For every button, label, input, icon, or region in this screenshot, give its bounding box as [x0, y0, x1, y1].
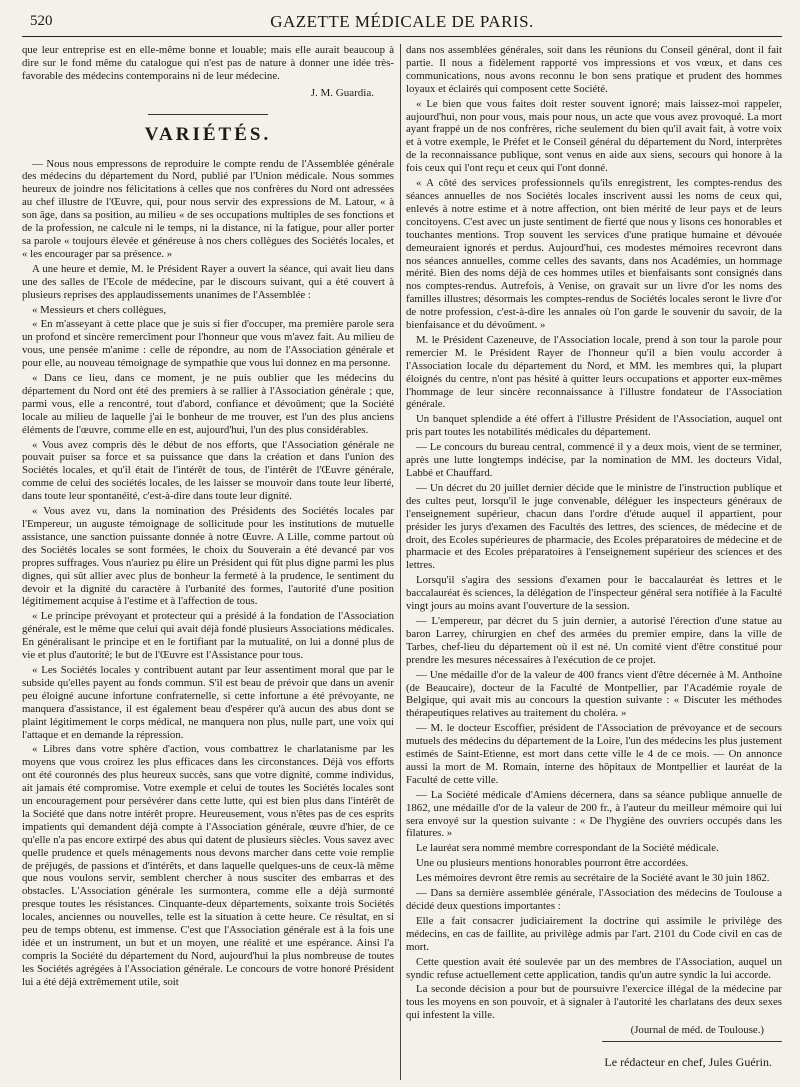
paragraph: A une heure et demie, M. le Président Rayer a ouvert la séance, qui avait lieu dans une des salles de l'Ecole de médecine, par le discours suivant, qui a été couvert à plusieurs reprises des applaudissements unanimes de l'Assemblée :: [22, 262, 394, 301]
paragraph: Une ou plusieurs mentions honorables pourront être accordées.: [416, 857, 689, 870]
paragraph: Elle a fait consacrer judiciairement la doctrine qui assimile le privilège des médecins, en cas de faillite, au privilège admis par l'art. 2101 du Code civil en cas de mort.: [406, 914, 782, 953]
news-item: — Une médaille d'or de la valeur de 400 francs vient d'être décernée à M. Anthoine (de Beaucaire), docteur de la Faculté de Montpellier, par l'Académie royale de Belgique, qui avait mis au concours la question suivante : « Discuter les méthodes thérapeutiques relatives au traitement du choléra. »: [406, 668, 782, 720]
speech-paragraph: « Les Sociétés locales y contribuent autant par leur assentiment moral que par le subside qu'elles payent au fonds commun. S'il est beau de prévoir que dans un avenir peu éloigné aucune infortune confraternelle, si cette infortune a été prévoyante, ne manquera d'assistance, il est également beau d'espérer qu'à aucun des abus dont se plaint légitimement le corps médical, ne manquera non plus, nulle part, une voix qui l'attaque et en demande la répression.: [22, 663, 394, 741]
speech-paragraph: « Dans ce lieu, dans ce moment, je ne puis oublier que les médecins du département du Nord ont été des premiers à se rallier à l'Association générale ; que, parmi vous, elle a rencontré, tout d'abord, confiance et dévoûment; que la Société locale au milieu de laquelle j'ai le bonheur de me trouver, est l'un des plus anciens éléments de l'œuvre, comme elle en est, aujourd'hui, l'un des plus considérables.: [22, 372, 394, 436]
column-divider: [400, 44, 401, 1080]
speech-salutation: « Messieurs et chers collègues,: [32, 303, 167, 316]
source-citation: (Journal de méd. de Toulouse.): [630, 1024, 764, 1037]
paragraph: Le lauréat sera nommé membre correspondant de la Société médicale.: [416, 842, 719, 855]
paragraph: Lorsqu'il s'agira des sessions d'examen pour le baccalauréat ès lettres et le baccalauréat ès sciences, la délégation de l'inspecteur général sera notifiée à la Faculté vingt jours au moins avant l'ouverture de la session.: [406, 574, 782, 613]
news-item: — Dans sa dernière assemblée générale, l'Association des médecins de Toulouse a décidé deux questions importantes :: [406, 887, 782, 912]
journal-title: GAZETTE MÉDICALE DE PARIS.: [270, 12, 534, 31]
article-columns: [22, 44, 782, 1080]
speech-paragraph: « Libres dans votre sphère d'action, vous combattrez le charlatanisme par les moyens que vous croirez les plus efficaces dans les circonstances. Déjà vos efforts ont été couronnés des plus heureux succès, sans que votre dignité, comme individus, ait jamais été compromise. Votre exemple et celui de toutes les Sociétés locales sont un encouragement pour persévérer dans cette lutte, qui est bien plus dans l'intérêt de la Société que dans notre intérêt propre. Heureusement, vous n'êtes pas de ces esprits impatients qui demandent déjà compte à l'Association générale, œuvre d'hier, de ce qu'elle n'a pas encore extirpé des abus qui datent de plusieurs siècles. Vous savez avec quelle prudence et quels ménagements nous devons marcher dans cette voie remplie de préjugés, de passions et d'intérêts, et dans laquelle quelques-uns de ceux-là même que nous voulons servir, semblent chercher à nous susciter des embarras et des obstacles. L'Association générale les surmontera, comme elle a déjà surmonté presque toutes les résistances. Cinquante-deux départements, soixante trois Sociétés locales, anciennes ou nouvelles, telle est la situation à cette heure. Ce résultat, en si peu de temps obtenu, est immense. C'est que l'Association générale est à la fois une idée et un instrument, un but et un moyen, une réalité et une espérance. Ainsi l'a compris la Société du département du Nord, aujourd'hui la plus nombreuse de toutes les Sociétés agrégées à l'Association générale. Le concours de votre honoré Président lui a été déjà extrêmement utile, soit: [22, 743, 394, 988]
speech-paragraph: « Vous avez compris dès le début de nos efforts, que l'Association générale ne pouvait puiser sa force et sa puissance que dans la création et dans l'union des Sociétés locales, et qu'il était de l'intérêt de tous, de l'intérêt de l'Œuvre générale, comme de celui des sociétés locales, de les laisser se mouvoir dans toute leur liberté, dans toute leur spontanéité, c'est-à-dire dans toute leur dignité.: [22, 438, 394, 503]
page-number: 520: [30, 13, 53, 29]
editor-signature: Le rédacteur en chef, Jules Guérin.: [604, 1055, 772, 1070]
news-item: — La Société médicale d'Amiens décernera, dans sa séance publique annuelle de 1862, une médaille d'or de la valeur de 200 fr., à l'auteur du meilleur mémoire qui lui sera envoyé sur la question suivante : « De l'hygiène des ouvriers occupés dans les filatures. »: [406, 788, 782, 840]
paragraph: Les mémoires devront être remis au secrétaire de la Société avant le 30 juin 1862.: [416, 872, 770, 885]
closing-rule: [602, 1041, 782, 1042]
page-header: [22, 10, 782, 37]
speech-paragraph: « En m'asseyant à cette place que je suis si fier d'occuper, ma première parole sera un profond et sincère remercîment pour l'honneur que vous m'avez fait. Au milieu de vous, une pensée m'anime : celle de répondre, au nom de l'Association générale et pour elle, au nouveau témoignage de sympathie que vous lui donnez en ma personne.: [22, 318, 394, 370]
paragraph: — Nous nous empressons de reproduire le compte rendu de l'Assemblée générale des médecins du département du Nord, publié par l'Union médicale. Nous sommes heureux de joindre nos félicitations à celles que nos confrères du Nord ont adressées au chef illustre de l'Œuvre, qui, pour nous servir des expressions de M. Latour, « à son âge, dans sa position, au milieu « de ses occupations multiples de ses fonctions et de la profession, ne calcule ni le temps, ni la distance, ni la fatigue, pour aller porter sa parole « toujours élevée et généreuse à nos chers collègues des Sociétés locales, et « les encourager par sa présence. »: [22, 157, 394, 260]
news-item: — Le concours du bureau central, commencé il y a deux mois, vient de se terminer, après une lutte longtemps indécise, par la nomination de MM. les docteurs Vidal, Labbé et Chauffard.: [406, 441, 782, 479]
paragraph: M. le Président Cazeneuve, de l'Association locale, prend à son tour la parole pour remercier M. le Président Rayer de l'honneur qu'il a bien voulu accorder à l'Association locale du département du Nord, et MM. les membres qui, la plupart éloignés du centre, n'ont pas hésité à quitter leurs occupations et apporter eux-mêmes l'hommage de leur sincère reconnaissance à l'illustre fondateur de l'Association générale.: [406, 333, 782, 411]
speech-paragraph: « Vous avez vu, dans la nomination des Présidents des Sociétés locales par l'Empereur, un auguste témoignage de sollicitude pour les institutions de mutuelle assistance, une sanction puissante donnée à notre Œuvre. A Lille, comme partout où des Sociétés locales se sont formées, le choix du Souverain a été devancé par vos propres suffrages. Vous n'auriez pu élire un Président qui fût plus digne parmi les plus dignes, qui sût allier avec plus de bonheur la fermeté à la prudence, le sentiment du devoir et la dignité du caractère à l'urbanité des formes, l'autorité d'une position légitimement acquise à l'estime et à l'affection de tous.: [22, 505, 394, 608]
news-item: — Un décret du 20 juillet dernier décide que le ministre de l'instruction publique et des cultes peut, lorsqu'il le juge convenable, déléguer les inspecteurs généraux de l'enseignement supérieur, chacun dans l'ordre d'étude auquel il appartient, pour présider les jurys d'examen des Facultés des lettres, des sciences, de médecine et de droit, des Ecoles supérieures de pharmacie, des Ecoles préparatoires de médecine et de pharmacie et des Ecoles préparatoires à l'enseignement supérieur des sciences et des lettres.: [406, 481, 782, 572]
newspaper-page: [22, 10, 782, 1080]
news-item: — L'empereur, par décret du 5 juin dernier, a autorisé l'érection d'une statue au baron Larrey, chirurgien en chef des armées du premier empire, dans la ville de Tarbes, chef-lieu du département où il est né. Un comité vient d'être constitué pour prendre les mesures nécessaires à l'exécution de ce projet.: [406, 614, 782, 666]
paragraph: Cette question avait été soulevée par un des membres de l'Association, auquel un syndic refuse actuellement cette application, tandis qu'un autre syndic la lui accorde.: [406, 955, 782, 981]
paragraph: dans nos assemblées générales, soit dans les réunions du Conseil général, dont il fait partie. Il nous a fidèlement rapporté vos impressions et vos vœux, et dans ces communications, nous avons reconnu le bon sens pratique et prudent des hommes loyaux et éclairés qui composent cette Société.: [406, 44, 782, 95]
author-signature: J. M. Guardia.: [310, 86, 374, 99]
paragraph: La seconde décision a pour but de poursuivre l'exercice illégal de la médecine par tous les moyens en son pouvoir, et à signaler à l'autorité les charlatans des deux sexes qui infestent la ville.: [406, 983, 782, 1022]
left-column: [22, 44, 394, 1080]
paragraph: « A côté des services professionnels qu'ils enregistrent, les comptes-rendus des séances annuelles de nos Sociétés locales inscrivent aussi les noms de ceux qui, enlevés à notre estime et à notre affection, ont bien mérité de leur pays et de leurs concitoyens. C'est avec un juste sentiment de fierté que nous y lisons ces honorables et touchantes mentions. Trop souvent les services d'une pratique humaine et dévouée demeuraient ignorés et perdus. Aujourd'hui, ces modestes mémoires recevront dans nos séances annuelles, comme celles des savants, dans nos Académies, un hommage mérité. Bien des noms déjà de ces hommes utiles et bienfaisants sont consignés dans nos comptes-rendus. Autrefois, à Venise, on gravait sur un livre d'or les noms des familles illustres; désormais les comptes-rendus de Sociétés locales seront le livre d'or de notre profession, c'est-à-dire les annales où l'on garde le souvenir du savoir, de la bienfaisance et du dévoûment. »: [406, 177, 782, 332]
news-item: — M. le docteur Escoffier, président de l'Association de prévoyance et de secours mutuels des médecins du département de la Loire, l'un des médecins les plus justement estimés de Saint-Etienne, est mort dans cette ville le 4 de ce mois. — On annonce aussi la mort de M. Romain, interne des hôpitaux de Montpellier et lauréat de la Faculté de cette ville.: [406, 722, 782, 786]
closing-paragraph: que leur entreprise est en elle-même bonne et louable; mais elle aurait beaucoup à dire sur le fond même du catalogue qui n'est pas de nature à donner une idée très-favorable des médecins contemporains ni de leur médecine.: [22, 44, 394, 82]
right-column: [406, 44, 782, 1080]
paragraph: Un banquet splendide a été offert à l'illustre Président de l'Association, auquel ont pris part toutes les notabilités médicales du département.: [406, 413, 782, 439]
section-title: VARIÉTÉS.: [144, 123, 272, 145]
section-divider: [148, 114, 268, 115]
speech-paragraph: « Le principe prévoyant et protecteur qui a présidé à la fondation de l'Association générale, est le même que celui qui avait déjà fondé plusieurs Associations médicales. En généralisant le principe et en le fortifiant par la mutualité, on lui a donné plus de vie et plus d'autorité; le but de l'Œuvre est l'Assistance pour tous.: [22, 610, 394, 662]
paragraph: « Le bien que vous faites doit rester souvent ignoré; mais laissez-moi rappeler, aujourd'hui, non pour vous, mais pour nous, un acte que vous avez provoqué. La mort ayant frappé un de nos confrères, riche seulement du bien qu'il avait fait, à votre voix et à votre exemple, le Préfet et le Conseil général du département du Nord, interprètes de la reconnaissance publique, sont venus en aide aux siens, secours qui honore à la fois ceux qui l'ont reçu et ceux qui l'ont donné.: [406, 97, 782, 175]
